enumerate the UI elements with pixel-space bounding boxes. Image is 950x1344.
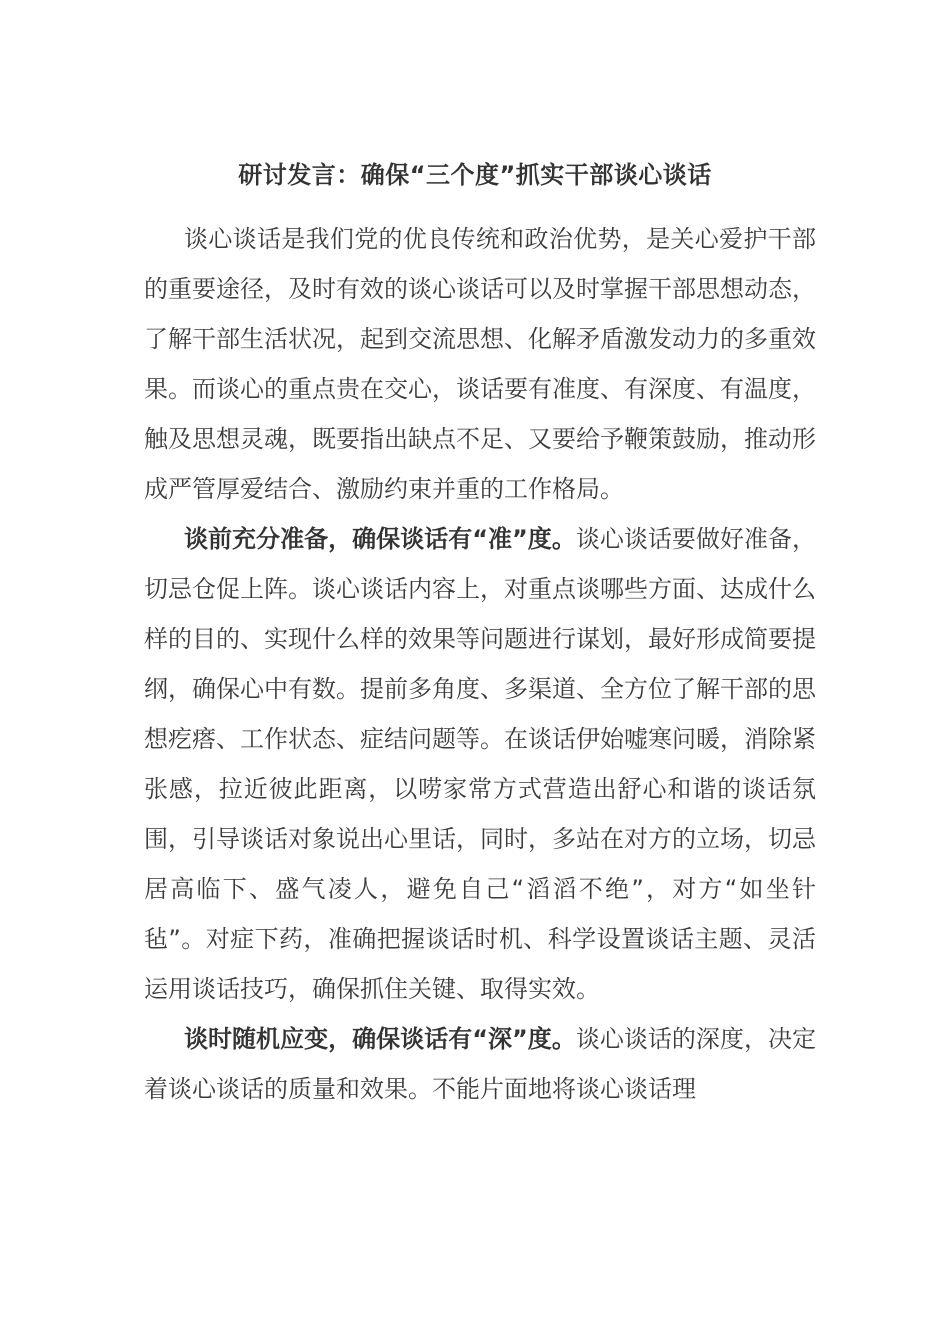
- document-body: [144, 214, 816, 1114]
- document-title: 研讨发言：确保“三个度”抓实干部谈心谈话: [238, 161, 712, 189]
- paragraph-intro: [144, 214, 816, 514]
- paragraph-heading: 谈前充分准备，确保谈话有“准”度。: [184, 525, 576, 553]
- paragraph-text: 谈心谈话是我们党的优良传统和政治优势，是关心爱护干部的重要途径，及时有效的谈心谈话可以及时掌握干部思想动态，了解干部生活状况，起到交流思想、化解矛盾激发动力的多重效果。而谈心的重点贵在交心，谈话要有准度、有深度、有温度，触及思想灵魂，既要指出缺点不足、又要给予鞭策鼓励，推动形成严管厚爱结合、激励约束并重的工作格局。: [144, 225, 816, 503]
- paragraph-heading: 谈时随机应变，确保谈话有“深”度。: [184, 1025, 576, 1053]
- paragraph-text: 谈心谈话要做好准备，切忌仓促上阵。谈心谈话内容上，对重点谈哪些方面、达成什么样的目的、实现什么样的效果等问题进行谋划，最好形成简要提纲，确保心中有数。提前多角度、多渠道、全方位了解干部的思想疙瘩、工作状态、症结问题等。在谈话伊始嘘寒问暖，消除紧张感，拉近彼此距离，以唠家常方式营造出舒心和谐的谈话氛围，引导谈话对象说出心里话，同时，多站在对方的立场，切忌居高临下、盛气凌人，避免自己“滔滔不绝”，对方“如坐针毡”。对症下药，准确把握谈话时机、科学设置谈话主题、灵活运用谈话技巧，确保抓住关键、取得实效。: [144, 525, 816, 1003]
- paragraph-accuracy: [144, 514, 816, 1014]
- paragraph-depth: [144, 1014, 816, 1114]
- paragraph-text: 谈心谈话的深度，决定着谈心谈话的质量和效果。不能片面地将谈心谈话理: [144, 1025, 816, 1103]
